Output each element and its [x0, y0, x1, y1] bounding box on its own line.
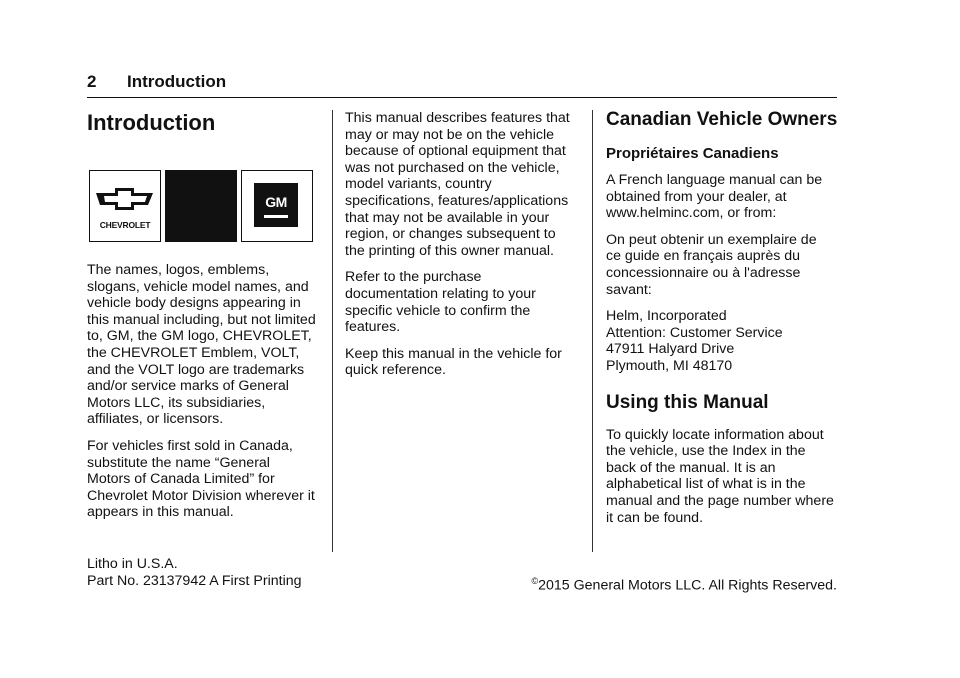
- copyright-notice: [531, 573, 837, 594]
- proprietaires-subheading: Propriétaires Canadiens: [606, 145, 779, 162]
- canada-name-paragraph: For vehicles first sold in Canada, substitute the name “General Motors of Canada Limited” for Chevrolet Motor Division wherever it appears in this manual.: [87, 437, 315, 521]
- header-rule: [87, 97, 837, 98]
- gm-emblem: [254, 183, 298, 227]
- black-logo-panel: [165, 170, 237, 242]
- running-section-title: Introduction: [127, 72, 227, 91]
- purchase-doc-paragraph: Refer to the purchase documentation relating to your specific vehicle to confirm the features.: [345, 269, 536, 336]
- part-number: Part No. 23137942 A First Printing: [87, 572, 302, 589]
- column-right: [606, 108, 841, 536]
- gm-letters: GM: [265, 194, 287, 210]
- french-manual-paragraph: A French language manual can be obtained from your dealer, at www.helminc.com, or from:: [606, 172, 823, 222]
- canadian-owners-heading: Canadian Vehicle Owners: [606, 109, 838, 130]
- footer-right: [531, 556, 837, 594]
- page-header: [87, 72, 837, 92]
- chevrolet-logo: [89, 170, 161, 242]
- french-translation-paragraph: On peut obtenir un exemplaire de ce guide en français auprès du concessionnaire ou à l'adresse savant:: [606, 231, 817, 298]
- column-middle: [345, 110, 580, 389]
- helm-address: Helm, Incorporated Attention: Customer Service 47911 Halyard Drive Plymouth, MI 48170: [606, 308, 783, 374]
- copyright-text: 2015 General Motors LLC. All Rights Reserved.: [538, 577, 837, 594]
- copyright-symbol: ©: [531, 575, 539, 586]
- brand-logos: [89, 170, 315, 242]
- trademark-paragraph: The names, logos, emblems, slogans, vehicle model names, and vehicle body designs appearing in this manual including, but not limited to, GM, the GM logo, CHEVROLET, the CHEVROLET Emblem, VOLT, and the VOLT logo are trademarks and/or service marks of General Motors LLC, its subsidiaries, affiliates, or licensors.: [87, 262, 316, 428]
- index-paragraph: To quickly locate information about the vehicle, use the Index in the back of the manual. It is an alphabetical list of what is in the manual and the page number where it can be found.: [606, 426, 834, 526]
- page-number: 2: [87, 72, 97, 91]
- column-divider: [332, 110, 333, 552]
- section-title: Introduction: [87, 110, 216, 135]
- chevrolet-wordmark: CHEVROLET: [99, 220, 151, 231]
- using-manual-heading: Using this Manual: [606, 391, 769, 413]
- features-paragraph: This manual describes features that may or may not be on the vehicle because of optional equipment that was not purchased on the vehicle, model variants, country specifications, features/applications that may not be available in your region, or changes subsequent to the printing of this owner manual.: [345, 110, 570, 259]
- gm-logo: [241, 170, 313, 242]
- keep-manual-paragraph: Keep this manual in the vehicle for quick reference.: [345, 345, 562, 379]
- gm-underline: [264, 215, 288, 218]
- column-divider: [592, 110, 593, 552]
- litho-text: Litho in U.S.A.: [87, 556, 178, 572]
- column-left: [87, 110, 327, 531]
- footer-left: [87, 556, 302, 589]
